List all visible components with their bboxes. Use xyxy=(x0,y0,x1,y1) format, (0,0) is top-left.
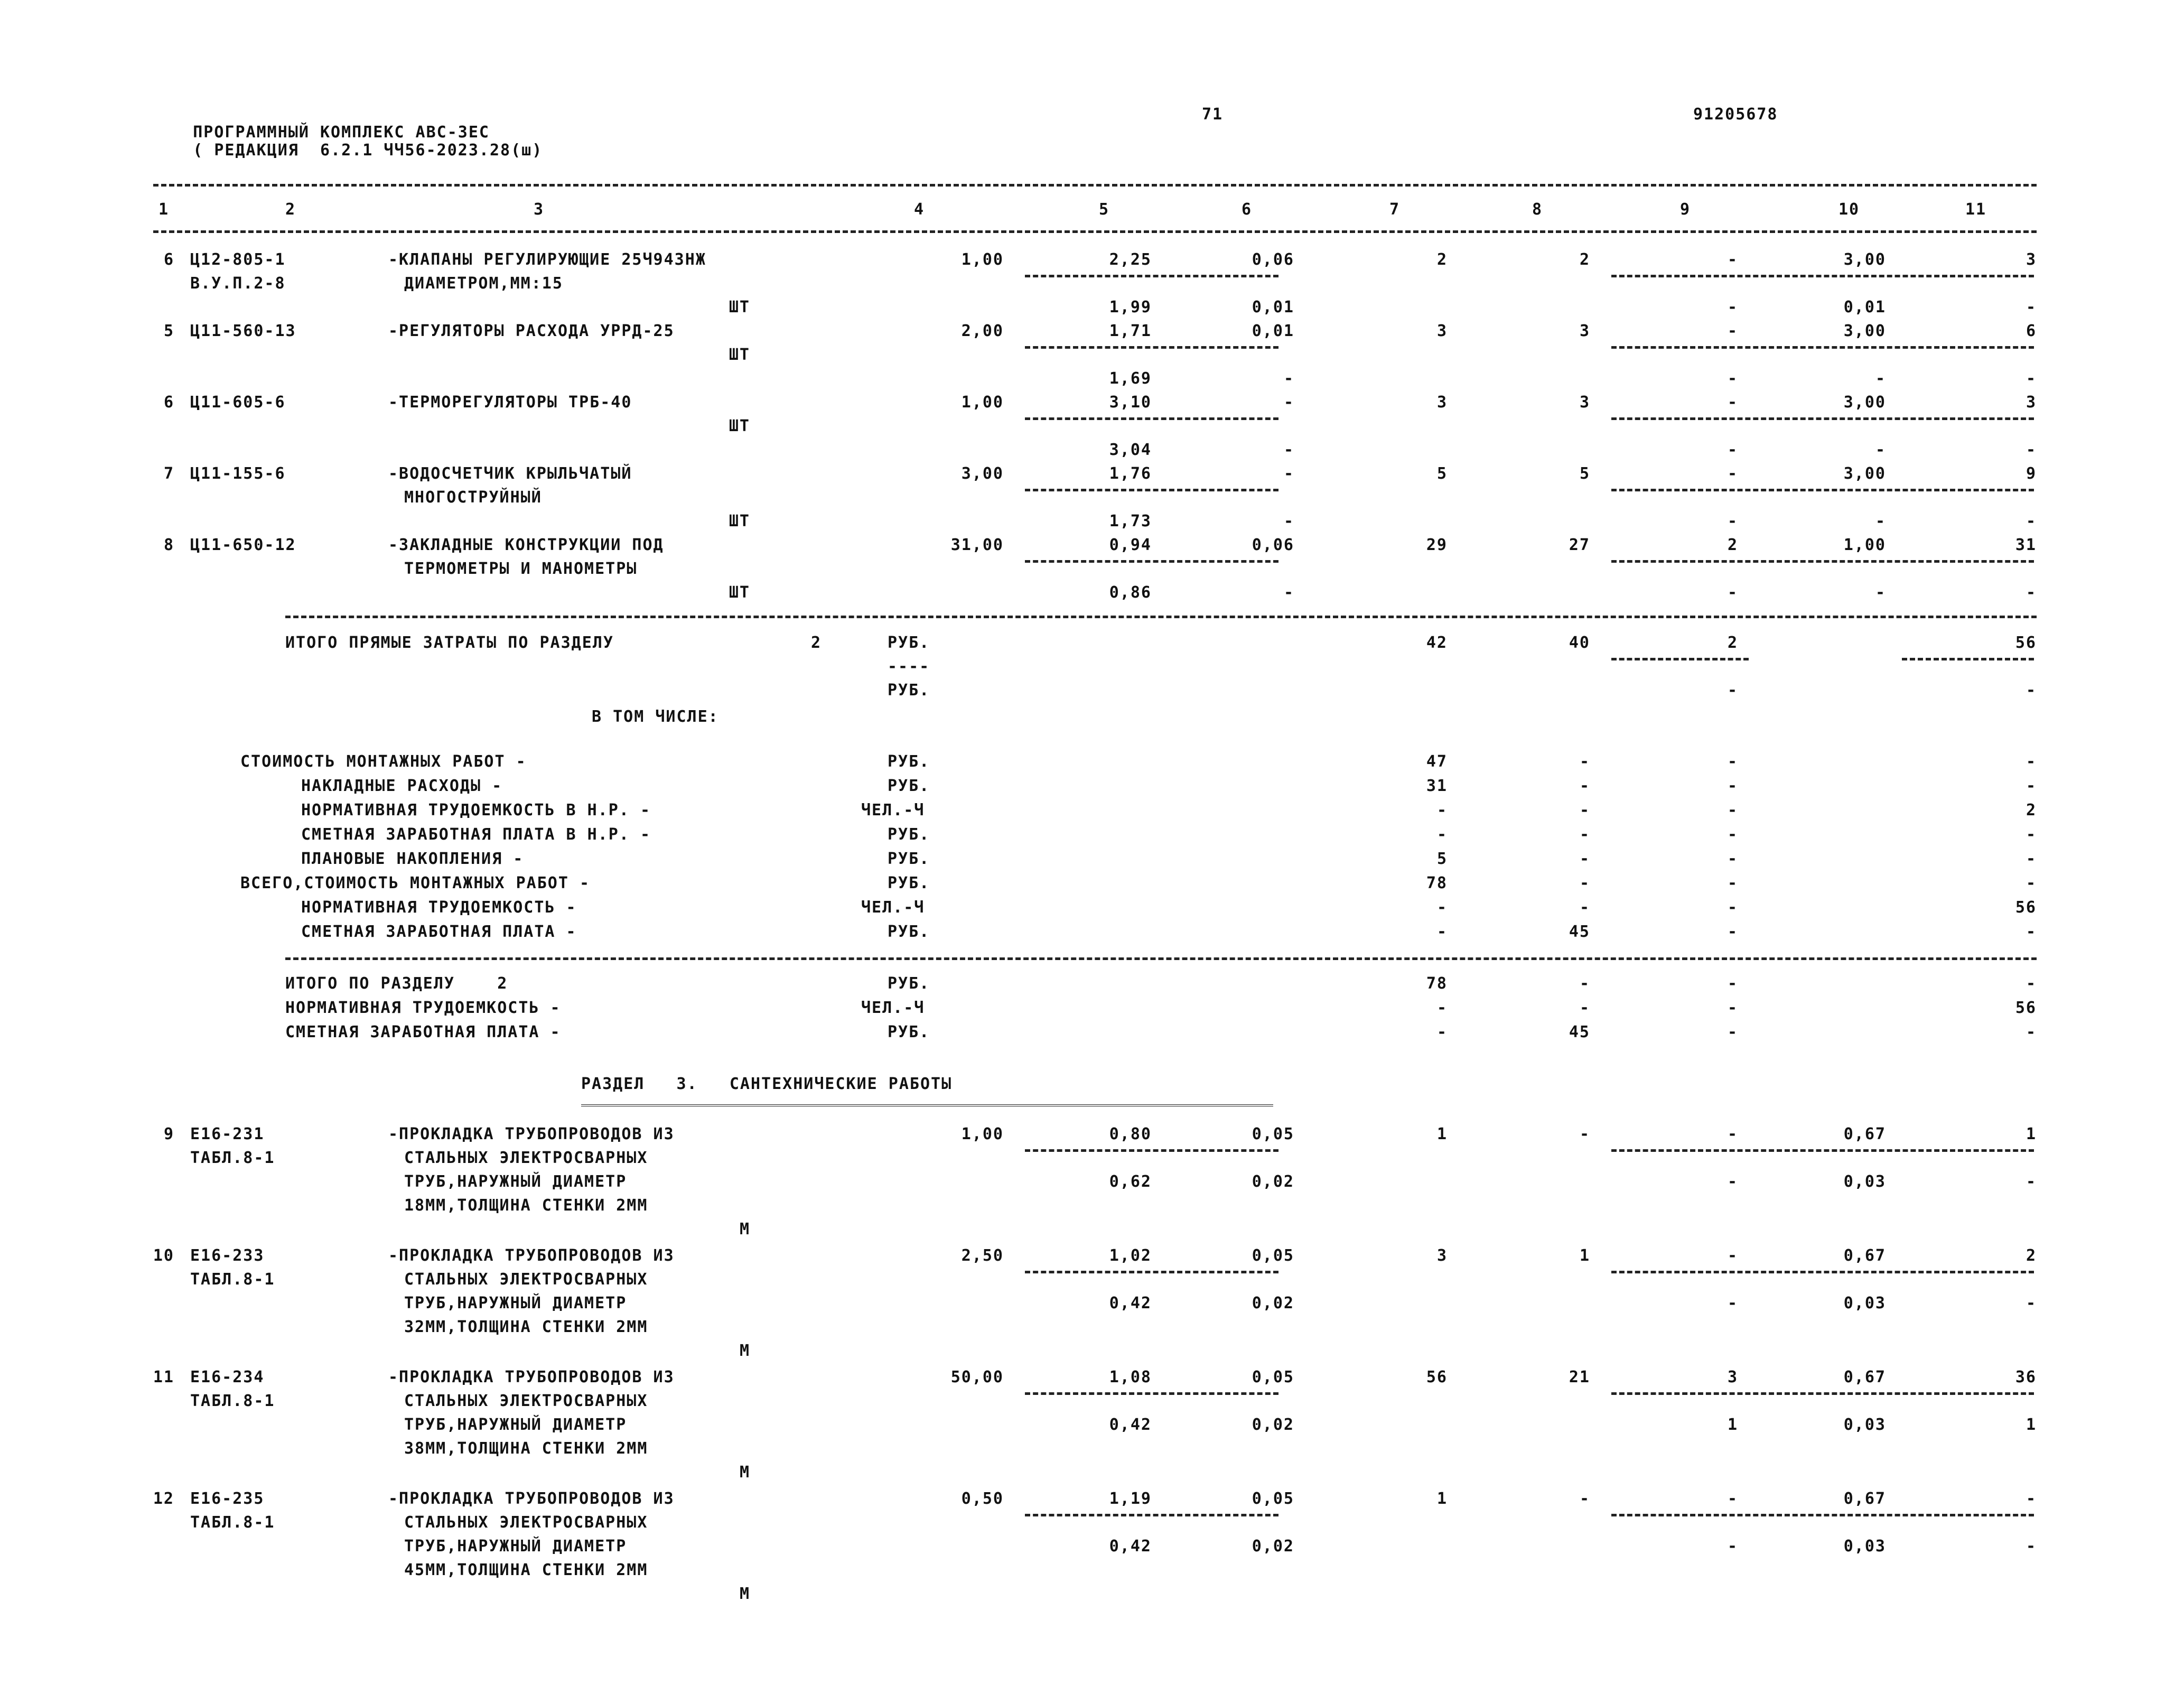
row-col10-2: 0,03 xyxy=(1843,1294,1886,1312)
row-ref: В.У.П.2-8 xyxy=(190,274,286,293)
breakdown-unit: РУБ. xyxy=(888,874,930,892)
row-number: 6 xyxy=(163,250,174,269)
row-description: -КЛАПАНЫ РЕГУЛИРУЮЩИЕ 25Ч943НЖ xyxy=(388,250,706,269)
section-total-col11: - xyxy=(2026,974,2037,993)
dashed-rule xyxy=(1025,1392,1278,1395)
breakdown-col8: - xyxy=(1579,874,1590,892)
row-col10: 3,00 xyxy=(1843,322,1886,340)
row-price-total: 3,10 xyxy=(1109,393,1152,412)
row-unit: ШТ xyxy=(729,512,750,530)
row-unit: М xyxy=(739,1342,750,1360)
section-total-label: ИТОГО ПО РАЗДЕЛУ 2 xyxy=(285,974,508,993)
row-description: МНОГОСТРУЙНЫЙ xyxy=(404,488,542,507)
row-col10: 0,67 xyxy=(1843,1125,1886,1143)
row-col11: - xyxy=(2026,1489,2037,1508)
row-price-total: 1,02 xyxy=(1109,1246,1152,1265)
row-description: СТАЛЬНЫХ ЭЛЕКТРОСВАРНЫХ xyxy=(404,1513,648,1532)
row-price-wage-2: - xyxy=(1283,369,1294,388)
breakdown-col9: - xyxy=(1727,777,1738,795)
row-description: -ПРОКЛАДКА ТРУБОПРОВОДОВ ИЗ xyxy=(388,1246,675,1265)
row-col11: 6 xyxy=(2026,322,2037,340)
direct-total-col8: 40 xyxy=(1569,634,1590,652)
row-price-wage-2: - xyxy=(1283,441,1294,459)
breakdown-unit: РУБ. xyxy=(888,825,930,844)
row-description: ТРУБ,НАРУЖНЫЙ ДИАМЕТР xyxy=(404,1416,627,1434)
row-col11: 3 xyxy=(2026,250,2037,269)
row-col11-2: - xyxy=(2026,369,2037,388)
column-header-3: 3 xyxy=(534,200,545,219)
breakdown-col7: 31 xyxy=(1426,777,1448,795)
row-col11: 36 xyxy=(2015,1368,2037,1386)
breakdown-label: ПЛАНОВЫЕ НАКОПЛЕНИЯ - xyxy=(301,850,524,868)
row-col10-2: 0,03 xyxy=(1843,1537,1886,1556)
row-price-total-2: 0,42 xyxy=(1109,1294,1152,1312)
row-col9: - xyxy=(1727,1125,1738,1143)
row-price-wage-2: - xyxy=(1283,512,1294,530)
row-number: 5 xyxy=(163,322,174,340)
double-rule xyxy=(581,1104,1273,1110)
breakdown-col7: - xyxy=(1436,923,1448,941)
row-description: -ВОДОСЧЕТЧИК КРЫЛЬЧАТЫЙ xyxy=(388,464,632,483)
row-col10: 0,67 xyxy=(1843,1489,1886,1508)
section-total-unit: РУБ. xyxy=(888,974,930,993)
row-quantity: 2,00 xyxy=(961,322,1004,340)
breakdown-unit: РУБ. xyxy=(888,777,930,795)
breakdown-col9: - xyxy=(1727,801,1738,820)
row-col11-2: - xyxy=(2026,1172,2037,1191)
row-price-total: 1,71 xyxy=(1109,322,1152,340)
row-price-wage: - xyxy=(1283,464,1294,483)
row-col11-2: - xyxy=(2026,1294,2037,1312)
breakdown-col7: - xyxy=(1436,825,1448,844)
row-col7: 3 xyxy=(1436,1246,1448,1265)
breakdown-col8: - xyxy=(1579,752,1590,771)
row-col11: 9 xyxy=(2026,464,2037,483)
section-total-col11: 56 xyxy=(2015,999,2037,1017)
row-col8: 3 xyxy=(1579,393,1590,412)
dashed-rule xyxy=(285,957,2037,960)
row-price-wage: 0,05 xyxy=(1252,1125,1294,1143)
breakdown-col7: 78 xyxy=(1426,874,1448,892)
breakdown-col11: - xyxy=(2026,923,2037,941)
row-col7: 56 xyxy=(1426,1368,1448,1386)
breakdown-col8: 45 xyxy=(1569,923,1590,941)
column-header-8: 8 xyxy=(1532,200,1543,219)
row-price-total-2: 3,04 xyxy=(1109,441,1152,459)
dashed-rule xyxy=(1025,1514,1278,1516)
row-col8: 21 xyxy=(1569,1368,1590,1386)
row-ref: ТАБЛ.8-1 xyxy=(190,1149,275,1167)
row-col10: 3,00 xyxy=(1843,464,1886,483)
row-col10: 0,67 xyxy=(1843,1368,1886,1386)
dashed-rule xyxy=(1902,658,2034,660)
row-quantity: 1,00 xyxy=(961,1125,1004,1143)
section-total-label: СМЕТНАЯ ЗАРАБОТНАЯ ПЛАТА - xyxy=(285,1023,561,1041)
row-price-wage: 0,05 xyxy=(1252,1368,1294,1386)
column-header-4: 4 xyxy=(914,200,925,219)
row-col8: 2 xyxy=(1579,250,1590,269)
row-number: 7 xyxy=(163,464,174,483)
row-quantity: 31,00 xyxy=(950,536,1004,554)
row-description: -ПРОКЛАДКА ТРУБОПРОВОДОВ ИЗ xyxy=(388,1368,675,1386)
column-header-9: 9 xyxy=(1680,200,1691,219)
row-price-total: 1,19 xyxy=(1109,1489,1152,1508)
row-description: 18ММ,ТОЛЩИНА СТЕНКИ 2ММ xyxy=(404,1196,648,1215)
breakdown-unit: РУБ. xyxy=(888,923,930,941)
breakdown-col8: - xyxy=(1579,850,1590,868)
column-header-2: 2 xyxy=(285,200,296,219)
row-col11: 1 xyxy=(2026,1125,2037,1143)
row-col11: 3 xyxy=(2026,393,2037,412)
row-col9: - xyxy=(1727,464,1738,483)
dashed-rule xyxy=(1611,346,2034,349)
row-col11-2: - xyxy=(2026,298,2037,316)
section-total-col7: 78 xyxy=(1426,974,1448,993)
section-total-unit: РУБ. xyxy=(888,1023,930,1041)
page-number: 71 xyxy=(1202,105,1224,124)
row-unit: ШТ xyxy=(729,346,750,364)
row-price-wage-2: 0,02 xyxy=(1252,1416,1294,1434)
direct-total-section: 2 xyxy=(811,634,822,652)
row-code: Е16-233 xyxy=(190,1246,265,1265)
row-col9: 2 xyxy=(1727,536,1738,554)
row-price-total-2: 0,42 xyxy=(1109,1537,1152,1556)
row-number: 12 xyxy=(153,1489,174,1508)
dashed-rule xyxy=(1611,1149,2034,1152)
row-col10-2: - xyxy=(1875,441,1886,459)
section-total-col11: - xyxy=(2026,1023,2037,1041)
column-header-7: 7 xyxy=(1389,200,1401,219)
row-number: 11 xyxy=(153,1368,174,1386)
dashed-rule xyxy=(1025,1149,1278,1152)
row-description: ТРУБ,НАРУЖНЫЙ ДИАМЕТР xyxy=(404,1172,627,1191)
section-total-col8: - xyxy=(1579,974,1590,993)
direct-total-col11: 56 xyxy=(2015,634,2037,652)
row-price-wage: - xyxy=(1283,393,1294,412)
row-unit: М xyxy=(739,1585,750,1603)
dashed-rule xyxy=(1611,489,2034,491)
program-name: ПРОГРАММНЫЙ КОМПЛЕКС АВС-3ЕС xyxy=(193,123,490,142)
row-description: ТЕРМОМЕТРЫ И МАНОМЕТРЫ xyxy=(404,560,638,578)
column-header-5: 5 xyxy=(1099,200,1110,219)
dashed-rule xyxy=(153,230,2037,233)
dashed-rule xyxy=(1611,1271,2034,1273)
breakdown-col11: 2 xyxy=(2026,801,2037,820)
row-quantity: 1,00 xyxy=(961,250,1004,269)
row-col10-2: 0,03 xyxy=(1843,1172,1886,1191)
row-price-total-2: 0,42 xyxy=(1109,1416,1152,1434)
row-col9: 3 xyxy=(1727,1368,1738,1386)
row-col11-2: - xyxy=(2026,1537,2037,1556)
row-price-total-2: 1,69 xyxy=(1109,369,1152,388)
document-code: 91205678 xyxy=(1693,105,1778,124)
row-code: Е16-235 xyxy=(190,1489,265,1508)
breakdown-col11: - xyxy=(2026,850,2037,868)
row-description: 45ММ,ТОЛЩИНА СТЕНКИ 2ММ xyxy=(404,1561,648,1579)
row-col9-2: - xyxy=(1727,441,1738,459)
row-number: 8 xyxy=(163,536,174,554)
row-col7: 29 xyxy=(1426,536,1448,554)
breakdown-label: НАКЛАДНЫЕ РАСХОДЫ - xyxy=(301,777,503,795)
breakdown-col11: 56 xyxy=(2015,898,2037,917)
breakdown-unit: ЧЕЛ.-Ч xyxy=(861,898,925,917)
row-price-total: 1,08 xyxy=(1109,1368,1152,1386)
row-description: СТАЛЬНЫХ ЭЛЕКТРОСВАРНЫХ xyxy=(404,1270,648,1289)
breakdown-unit: РУБ. xyxy=(888,850,930,868)
row-col8: - xyxy=(1579,1489,1590,1508)
row-price-total-2: 1,99 xyxy=(1109,298,1152,316)
row-col9-2: - xyxy=(1727,1294,1738,1312)
row-description: ДИАМЕТРОМ,ММ:15 xyxy=(404,274,563,293)
breakdown-col9: - xyxy=(1727,825,1738,844)
direct-total-unit: РУБ. xyxy=(888,634,930,652)
section-total-col9: - xyxy=(1727,1023,1738,1041)
row-unit: М xyxy=(739,1220,750,1239)
column-header-1: 1 xyxy=(158,200,170,219)
row-col10-2: 0,01 xyxy=(1843,298,1886,316)
row-col7: 1 xyxy=(1436,1125,1448,1143)
row-description: -ПРОКЛАДКА ТРУБОПРОВОДОВ ИЗ xyxy=(388,1125,675,1143)
breakdown-label: СМЕТНАЯ ЗАРАБОТНАЯ ПЛАТА - xyxy=(301,923,577,941)
row-quantity: 50,00 xyxy=(950,1368,1004,1386)
row-col10: 3,00 xyxy=(1843,250,1886,269)
row-unit: ШТ xyxy=(729,298,750,316)
row-number: 9 xyxy=(163,1125,174,1143)
row-col11-2: 1 xyxy=(2026,1416,2037,1434)
dashed-rule xyxy=(1025,417,1278,420)
row-code: Ц11-605-6 xyxy=(190,393,286,412)
row-description: -ТЕРМОРЕГУЛЯТОРЫ ТРБ-40 xyxy=(388,393,632,412)
section-total-col9: - xyxy=(1727,999,1738,1017)
dashed-rule xyxy=(1611,1514,2034,1516)
breakdown-col8: - xyxy=(1579,777,1590,795)
dashed-rule xyxy=(1611,658,1749,660)
breakdown-col7: 47 xyxy=(1426,752,1448,771)
row-col9-2: - xyxy=(1727,583,1738,602)
row-col7: 1 xyxy=(1436,1489,1448,1508)
breakdown-label: НОРМАТИВНАЯ ТРУДОЕМКОСТЬ В Н.Р. - xyxy=(301,801,651,820)
row-description: ТРУБ,НАРУЖНЫЙ ДИАМЕТР xyxy=(404,1537,627,1556)
breakdown-label: НОРМАТИВНАЯ ТРУДОЕМКОСТЬ - xyxy=(301,898,577,917)
edition-label: ( РЕДАКЦИЯ 6.2.1 ЧЧ56-2023.28(ш) xyxy=(193,141,543,160)
breakdown-col8: - xyxy=(1579,801,1590,820)
breakdown-col9: - xyxy=(1727,850,1738,868)
section-total-col7: - xyxy=(1436,1023,1448,1041)
row-quantity: 0,50 xyxy=(961,1489,1004,1508)
breakdown-col11: - xyxy=(2026,752,2037,771)
direct-total-unit-2: РУБ. xyxy=(888,681,930,700)
row-col8: 5 xyxy=(1579,464,1590,483)
dashed-rule xyxy=(1611,417,2034,420)
row-ref: ТАБЛ.8-1 xyxy=(190,1270,275,1289)
breakdown-col11: - xyxy=(2026,777,2037,795)
section-total-col9: - xyxy=(1727,974,1738,993)
row-col8: 3 xyxy=(1579,322,1590,340)
dashed-rule xyxy=(1025,489,1278,491)
row-col10-2: - xyxy=(1875,583,1886,602)
row-col7: 5 xyxy=(1436,464,1448,483)
direct-total-dashes: ---- xyxy=(888,657,930,676)
dashed-rule xyxy=(1025,560,1278,563)
breakdown-col9: - xyxy=(1727,752,1738,771)
dashed-rule xyxy=(1025,1271,1278,1273)
row-number: 6 xyxy=(163,393,174,412)
row-col8: - xyxy=(1579,1125,1590,1143)
row-price-total-2: 0,86 xyxy=(1109,583,1152,602)
row-price-total: 0,94 xyxy=(1109,536,1152,554)
row-price-wage-2: 0,02 xyxy=(1252,1537,1294,1556)
breakdown-unit: РУБ. xyxy=(888,752,930,771)
dashed-rule xyxy=(1611,1392,2034,1395)
section-title: РАЗДЕЛ 3. САНТЕХНИЧЕСКИЕ РАБОТЫ xyxy=(581,1075,953,1093)
row-price-wage: 0,05 xyxy=(1252,1489,1294,1508)
direct-total-col9-2: - xyxy=(1727,681,1738,700)
row-col8: 1 xyxy=(1579,1246,1590,1265)
row-col11: 2 xyxy=(2026,1246,2037,1265)
breakdown-col9: - xyxy=(1727,923,1738,941)
row-code: Ц11-650-12 xyxy=(190,536,296,554)
row-description: 32ММ,ТОЛЩИНА СТЕНКИ 2ММ xyxy=(404,1318,648,1336)
row-col10: 1,00 xyxy=(1843,536,1886,554)
breakdown-col9: - xyxy=(1727,874,1738,892)
row-price-wage-2: 0,01 xyxy=(1252,298,1294,316)
dashed-rule xyxy=(285,616,2037,618)
row-col7: 3 xyxy=(1436,393,1448,412)
row-description: ТРУБ,НАРУЖНЫЙ ДИАМЕТР xyxy=(404,1294,627,1312)
breakdown-col7: 5 xyxy=(1436,850,1448,868)
section-total-label: НОРМАТИВНАЯ ТРУДОЕМКОСТЬ - xyxy=(285,999,561,1017)
row-ref: ТАБЛ.8-1 xyxy=(190,1392,275,1410)
section-total-col7: - xyxy=(1436,999,1448,1017)
row-col9-2: - xyxy=(1727,1172,1738,1191)
row-col10: 3,00 xyxy=(1843,393,1886,412)
column-header-11: 11 xyxy=(1965,200,1987,219)
row-code: Ц11-560-13 xyxy=(190,322,296,340)
breakdown-label: СТОИМОСТЬ МОНТАЖНЫХ РАБОТ - xyxy=(240,752,527,771)
including-label: В ТОМ ЧИСЛЕ: xyxy=(592,707,719,726)
row-description: -ПРОКЛАДКА ТРУБОПРОВОДОВ ИЗ xyxy=(388,1489,675,1508)
direct-total-col9: 2 xyxy=(1727,634,1738,652)
row-code: Е16-231 xyxy=(190,1125,265,1143)
row-col9-2: - xyxy=(1727,1537,1738,1556)
dashed-rule xyxy=(1611,275,2034,277)
row-price-wage: 0,06 xyxy=(1252,250,1294,269)
row-price-total: 0,80 xyxy=(1109,1125,1152,1143)
row-col10: 0,67 xyxy=(1843,1246,1886,1265)
row-col10-2: 0,03 xyxy=(1843,1416,1886,1434)
row-price-wage: 0,01 xyxy=(1252,322,1294,340)
breakdown-col8: - xyxy=(1579,825,1590,844)
dashed-rule xyxy=(1611,560,2034,563)
column-header-6: 6 xyxy=(1242,200,1253,219)
row-quantity: 3,00 xyxy=(961,464,1004,483)
row-col9: - xyxy=(1727,1489,1738,1508)
row-unit: ШТ xyxy=(729,417,750,435)
breakdown-col11: - xyxy=(2026,825,2037,844)
breakdown-label: СМЕТНАЯ ЗАРАБОТНАЯ ПЛАТА В Н.Р. - xyxy=(301,825,651,844)
direct-total-col7: 42 xyxy=(1426,634,1448,652)
row-ref: ТАБЛ.8-1 xyxy=(190,1513,275,1532)
row-unit: ШТ xyxy=(729,583,750,602)
section-total-unit: ЧЕЛ.-Ч xyxy=(861,999,925,1017)
row-price-total-2: 0,62 xyxy=(1109,1172,1152,1191)
breakdown-col8: - xyxy=(1579,898,1590,917)
row-number: 10 xyxy=(153,1246,174,1265)
breakdown-col11: - xyxy=(2026,874,2037,892)
breakdown-label: ВСЕГО,СТОИМОСТЬ МОНТАЖНЫХ РАБОТ - xyxy=(240,874,591,892)
row-col11-2: - xyxy=(2026,441,2037,459)
row-col9-2: 1 xyxy=(1727,1416,1738,1434)
row-price-total: 1,76 xyxy=(1109,464,1152,483)
dashed-rule xyxy=(153,184,2037,187)
dashed-rule xyxy=(1025,275,1278,277)
row-quantity: 2,50 xyxy=(961,1246,1004,1265)
row-col9-2: - xyxy=(1727,512,1738,530)
row-col11: 31 xyxy=(2015,536,2037,554)
row-unit: М xyxy=(739,1463,750,1482)
row-description: СТАЛЬНЫХ ЭЛЕКТРОСВАРНЫХ xyxy=(404,1149,648,1167)
row-price-wage-2: - xyxy=(1283,583,1294,602)
row-col9: - xyxy=(1727,1246,1738,1265)
row-col9: - xyxy=(1727,393,1738,412)
row-col9-2: - xyxy=(1727,298,1738,316)
dashed-rule xyxy=(1025,346,1278,349)
row-quantity: 1,00 xyxy=(961,393,1004,412)
direct-total-label: ИТОГО ПРЯМЫЕ ЗАТРАТЫ ПО РАЗДЕЛУ xyxy=(285,634,614,652)
row-col11-2: - xyxy=(2026,512,2037,530)
row-description: -РЕГУЛЯТОРЫ РАСХОДА УРРД-25 xyxy=(388,322,675,340)
row-col11-2: - xyxy=(2026,583,2037,602)
breakdown-unit: ЧЕЛ.-Ч xyxy=(861,801,925,820)
row-col7: 3 xyxy=(1436,322,1448,340)
row-col9-2: - xyxy=(1727,369,1738,388)
row-col9: - xyxy=(1727,322,1738,340)
row-col9: - xyxy=(1727,250,1738,269)
row-price-wage-2: 0,02 xyxy=(1252,1294,1294,1312)
row-code: Ц12-805-1 xyxy=(190,250,286,269)
breakdown-col9: - xyxy=(1727,898,1738,917)
row-price-total: 2,25 xyxy=(1109,250,1152,269)
row-description: 38ММ,ТОЛЩИНА СТЕНКИ 2ММ xyxy=(404,1439,648,1458)
row-price-wage: 0,05 xyxy=(1252,1246,1294,1265)
row-col10-2: - xyxy=(1875,512,1886,530)
row-code: Ц11-155-6 xyxy=(190,464,286,483)
breakdown-col7: - xyxy=(1436,898,1448,917)
section-total-col8: - xyxy=(1579,999,1590,1017)
row-col8: 27 xyxy=(1569,536,1590,554)
column-header-10: 10 xyxy=(1838,200,1860,219)
row-description: -ЗАКЛАДНЫЕ КОНСТРУКЦИИ ПОД xyxy=(388,536,664,554)
section-total-col8: 45 xyxy=(1569,1023,1590,1041)
page-header xyxy=(151,106,574,178)
row-description: СТАЛЬНЫХ ЭЛЕКТРОСВАРНЫХ xyxy=(404,1392,648,1410)
row-price-total-2: 1,73 xyxy=(1109,512,1152,530)
row-col7: 2 xyxy=(1436,250,1448,269)
row-col10-2: - xyxy=(1875,369,1886,388)
row-price-wage-2: 0,02 xyxy=(1252,1172,1294,1191)
row-code: Е16-234 xyxy=(190,1368,265,1386)
direct-total-col11-2: - xyxy=(2026,681,2037,700)
row-price-wage: 0,06 xyxy=(1252,536,1294,554)
breakdown-col7: - xyxy=(1436,801,1448,820)
